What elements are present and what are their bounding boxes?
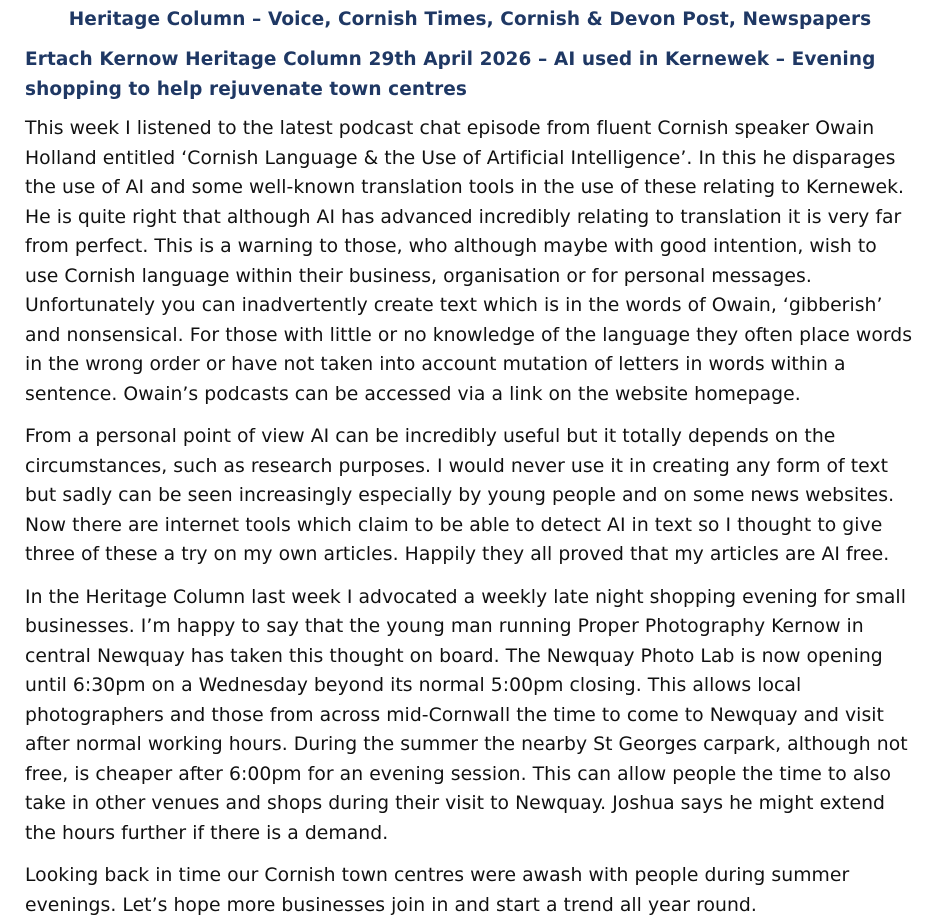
article-page bbox=[25, 0, 915, 920]
paragraph-evening-shopping: In the Heritage Column last week I advocated a weekly late night shopping evening for small businesses. I’m happy to say that the young man running Proper Photography Kernow in central Newquay has taken this thought on board. The Newquay Photo Lab is now opening until 6:30pm on a Wednesday beyond its normal 5:00pm closing. This allows local photographers and those from across mid-Cornwall the time to come to Newquay and visit after normal working hours. During the summer the nearby St Georges carpark, although not free, is cheaper after 6:00pm for an evening session. This can allow people the time to also take in other venues and shops during their visit to Newquay. Joshua says he might extend the hours further if there is a demand. bbox=[25, 586, 908, 844]
paragraph-ai-cornish-podcast: This week I listened to the latest podcast chat episode from fluent Cornish speaker Owain Holland entitled ‘Cornish Language & the Use of Artificial Intelligence’. In this he disparages the use of AI and some well-known translation tools in the use of these relating to Kernewek. He is quite right that although AI has advanced incredibly relating to translation it is very far from perfect. This is a warning to those, who although maybe with good intention, wish to use Cornish language within their business, organisation or for personal messages. Unfortunately you can inadvertently create text which is in the words of Owain, ‘gibberish’ and nonsensical. For those with little or no knowledge of the language they often place words in the wrong order or have not taken into account mutation of letters in words within a sentence. Owain’s podcasts can be accessed via a link on the website homepage. bbox=[25, 118, 913, 405]
article-headline: Ertach Kernow Heritage Column 29th April 2026 – AI used in Kernewek – Evening shopping to help rejuvenate town centres bbox=[25, 49, 876, 100]
paragraph-closing: Looking back in time our Cornish town centres were awash with people during summer evenings. Let’s hope more businesses join in and start a trend all year round. bbox=[25, 865, 850, 916]
paragraph-ai-detection: From a personal point of view AI can be incredibly useful but it totally depends on the circumstances, such as research purposes. I would never use it in creating any form of text but sadly can be seen increasingly especially by young people and on some news websites. Now there are internet tools which claim to be able to detect AI in text so I thought to give three of these a try on my own articles. Happily they all proved that my articles are AI free. bbox=[25, 426, 895, 565]
column-masthead: Heritage Column – Voice, Cornish Times, Cornish & Devon Post, Newspapers bbox=[68, 9, 872, 30]
